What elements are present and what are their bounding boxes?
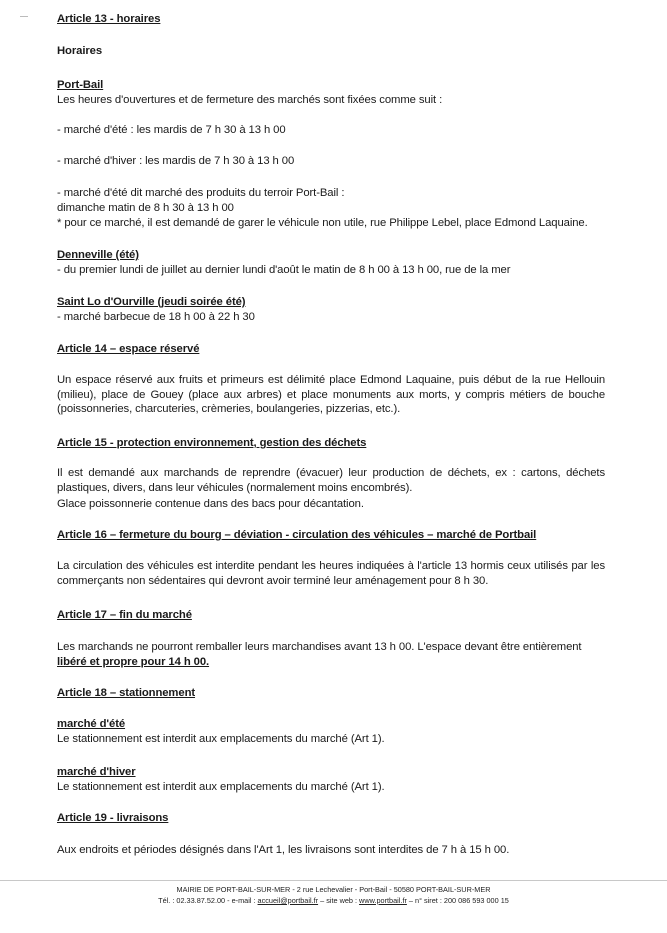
terroir-line-1: - marché d'été dit marché des produits du terroir Port-Bail : (57, 187, 345, 199)
article-19-text: Aux endroits et périodes désignés dans l'Art 1, les livraisons sont interdites de 7 h à 15 h 00. (57, 844, 510, 856)
article-19-title: Article 19 - livraisons (57, 812, 169, 824)
article-14-text: Un espace réservé aux fruits et primeurs est délimité place Edmond Laquaine, puis début de la rue Hellouin (milieu), place de Gouey (place aux arbres) et place monuments aux morts, y compris métiers de bouche (poissonneries, charcuteries, crèmeries, boulangeries, pizzerias, etc.). (57, 374, 605, 415)
scan-mark (20, 16, 28, 17)
footer-contact (0, 895, 667, 906)
saint-lo-text: - marché barbecue de 18 h 00 à 22 h 30 (57, 311, 255, 323)
portbail-intro: Les heures d'ouvertures et de fermeture des marchés sont fixées comme suit : (57, 94, 443, 106)
denneville-text: - du premier lundi de juillet au dernier lundi d'août le matin de 8 h 00 à 13 h 00, rue de la mer (57, 264, 511, 276)
footer-web-label: – site web : (318, 896, 360, 905)
stationnement-hiver-text: Le stationnement est interdit aux emplacements du marché (Art 1). (57, 781, 385, 793)
article-15-title: Article 15 - protection environnement, gestion des déchets (57, 437, 367, 449)
marche-hiver-line: - marché d'hiver : les mardis de 7 h 30 à 13 h 00 (57, 155, 295, 167)
stationnement-hiver-heading: marché d'hiver (57, 766, 136, 778)
stationnement-ete-heading: marché d'été (57, 718, 126, 730)
footer-siret: – n° siret : 200 086 593 000 15 (406, 896, 509, 905)
article-18-title: Article 18 – stationnement (57, 687, 196, 699)
terroir-note: * pour ce marché, il est demandé de garer le véhicule non utile, rue Philippe Lebel, place Edmond Laquaine. (57, 217, 588, 229)
page-footer (0, 880, 667, 906)
article-15-text-1: Il est demandé aux marchands de reprendre (évacuer) leur production de déchets, ex : cartons, déchets plastiques, divers, dans leur véhicules (normalement moins encombrés). (57, 467, 605, 494)
article-16-text: La circulation des véhicules est interdite pendant les heures indiquées à l'article 13 hormis ceux utilisés par les commerçants non sédentaires qui devront avoir terminé leur aménagement pour 8 h 30. (57, 560, 605, 587)
article-17-title: Article 17 – fin du marché (57, 609, 192, 621)
article-15-text-2: Glace poissonnerie contenue dans des bacs pour décantation. (57, 498, 364, 510)
article-17-text: Les marchands ne pourront remballer leurs marchandises avant 13 h 00. L'espace devant être entièrement (57, 641, 582, 653)
denneville-heading: Denneville (été) (57, 249, 139, 261)
stationnement-ete-text: Le stationnement est interdit aux emplacements du marché (Art 1). (57, 733, 385, 745)
article-17-text-bold: libéré et propre pour 14 h 00. (57, 656, 210, 668)
article-14-title: Article 14 – espace réservé (57, 343, 200, 355)
footer-email-link[interactable]: accueil@portbail.fr (257, 896, 319, 905)
marche-ete-line: - marché d'été : les mardis de 7 h 30 à 13 h 00 (57, 124, 286, 136)
portbail-heading: Port-Bail (57, 79, 104, 91)
footer-address: MAIRIE DE PORT-BAIL-SUR-MER - 2 rue Lechevalier - Port-Bail - 50580 PORT-BAIL-SUR-MER (176, 885, 491, 894)
article-16-title: Article 16 – fermeture du bourg – déviation - circulation des véhicules – marché de Portbail (57, 529, 537, 541)
footer-tel: Tél. : 02.33.87.52.00 - e-mail : (158, 896, 258, 905)
saint-lo-heading: Saint Lo d'Ourville (jeudi soirée été) (57, 296, 246, 308)
article-13-title: Article 13 - horaires (57, 13, 161, 25)
horaires-subtitle: Horaires (57, 45, 103, 57)
footer-website-link[interactable]: www.portbail.fr (359, 896, 407, 905)
terroir-line-2: dimanche matin de 8 h 30 à 13 h 00 (57, 202, 234, 214)
